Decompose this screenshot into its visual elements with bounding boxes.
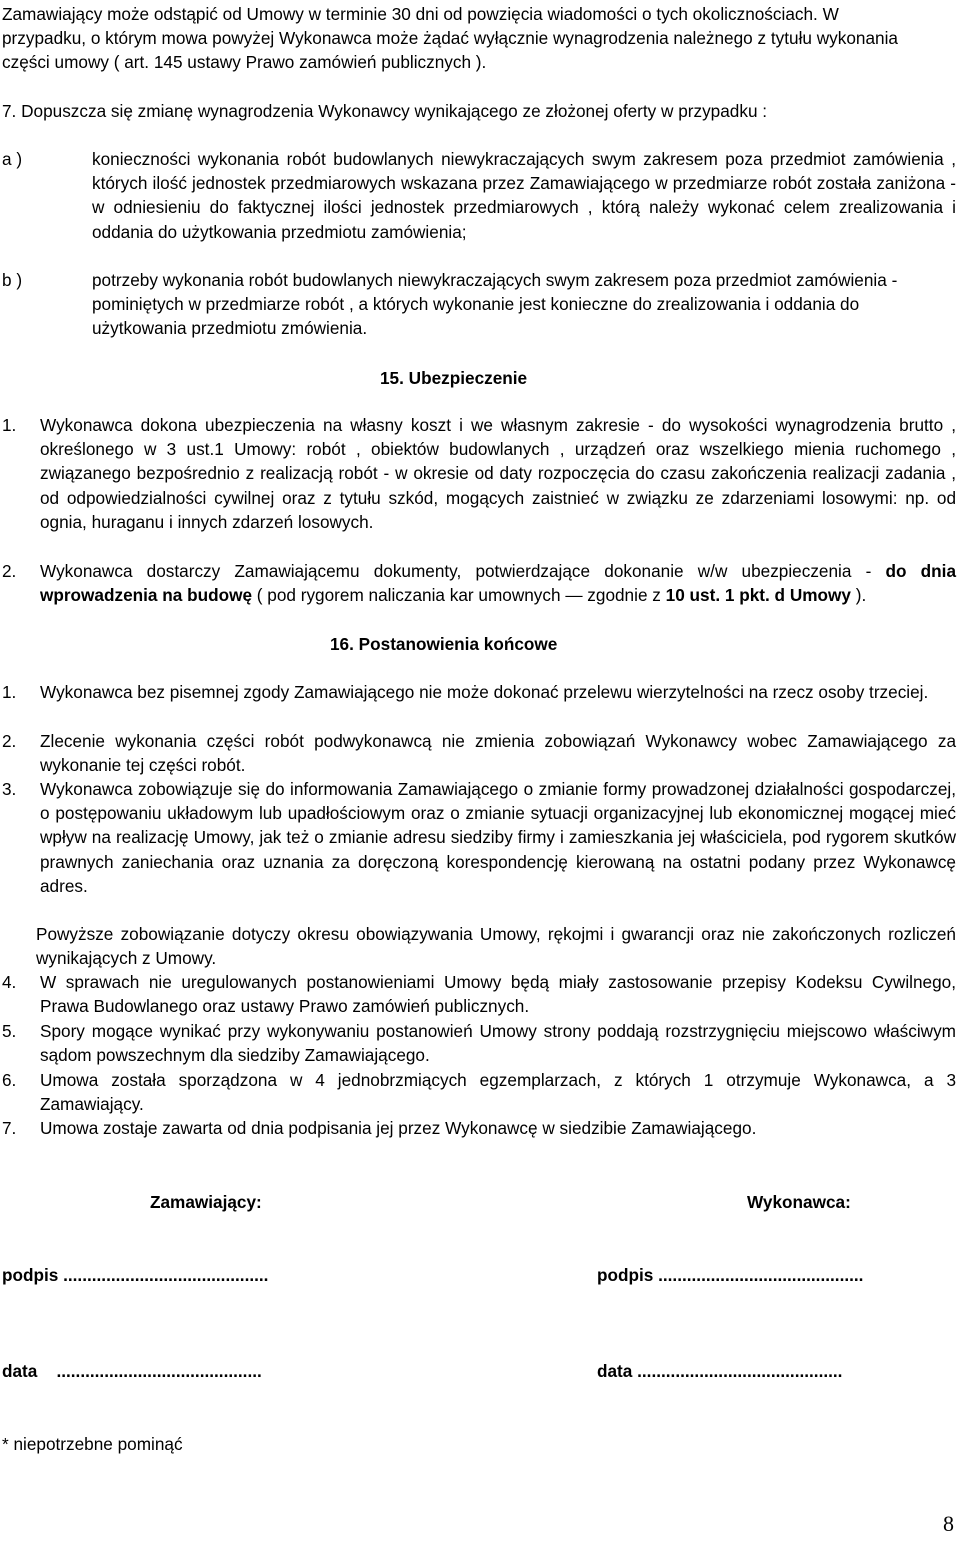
item-number: 4. [2,972,17,992]
item-number: 1. [2,415,17,435]
item-text: Wykonawca zobowiązuje się do informowania Zamawiającego o zmianie formy prowadzonej działalności gospodarczej, o postępowaniu układowym lub upadłościowym oraz o zmianie sytuacji organizacyjnej lub ekonomicznej mogącej mieć wpływ na realizację Umowy, jak też o zmianie adresu siedziby firmy i zamieszkania jej właściciela, pod rygorem skutków prawnych zaniechania oraz uznania za doręczoną korespondencję kierowaną na ostatni podany przez Wykonawcę adres. [40,779,956,896]
item-text: Wykonawca bez pisemnej zgody Zamawiającego nie może dokonać przelewu wierzytelności na rzecz osoby trzeciej. [40,682,929,702]
item-number: 2. [2,731,17,751]
point-7 [0,99,960,123]
item-text: Umowa została sporządzona w 4 jednobrzmiących egzemplarzach, z których 1 otrzymuje Wykonawca, a 3 Zamawiający. [40,1070,956,1115]
section-16-heading: 16. Postanowienia końcowe [330,634,558,654]
contractor-signature-title: Wykonawca: [747,1192,851,1212]
section-15-item-2 [0,559,960,607]
item-b-text: potrzeby wykonania robót budowlanych niewykraczających swym zakresem poza przedmiot zamówienia - pominiętych w przedmiarze robót , a których wykonanie jest konieczne do zrealizowania i oddania do użytkowania przedmiotu zmówienia. [92,270,898,339]
withdrawal-text: Zamawiający może odstąpić od Umowy w terminie 30 dni od powzięcia wiadomości o tych okolicznościach. W przypadku, o którym mowa powyżej Wykonawca może żądać wyłącznie wynagrodzenia należnego z tytułu wykonania części umowy ( art. 145 ustawy Prawo zamówień publicznych ). [2,4,898,73]
item-text: Spory mogące wynikać przy wykonywaniu postanowień Umowy strony poddają rozstrzygnięciu miejscowo właściwym sądom powszechnym dla siedziby Zamawiającego. [40,1021,956,1066]
orderer-signature-line: podpis ........................................... [2,1265,269,1285]
section-16-item-2 [0,729,960,777]
section-15-heading: 15. Ubezpieczenie [380,368,528,388]
item-text: Umowa zostaje zawarta od dnia podpisania jej przez Wykonawcę w siedzibie Zamawiającego. [40,1118,757,1138]
point-7-a [0,147,960,244]
footnote: * niepotrzebne pominąć [2,1434,183,1454]
item-text: Zlecenie wykonania części robót podwykonawcą nie zmienia zobowiązań Wykonawcy wobec Zamawiającego za wykonanie tej części robót. [40,731,956,776]
item-text: Wykonawca dokona ubezpieczenia na własny koszt i we własnym zakresie - do wysokości wynagrodzenia brutto , określonego w 3 ust.1 Umowy: robót , obiektów budowlanych , urządzeń oraz wszelkiego mienia ruchomego , związanego bezpośrednio z realizacją robót - w okresie od daty rozpoczęcia do czasu zakończenia realizacji zadania , od odpowiedzialności cywilnej oraz z tytułu szkód, mogących zaistnieć w związku ze zdarzeniami losowymi: np. od ognia, huraganu i innych zdarzeń losowych. [40,415,956,532]
section-15-item-1 [0,413,960,534]
section-16-item-6 [0,1068,960,1116]
item-text: Wykonawca dostarczy Zamawiającemu dokumenty, potwierdzające dokonanie w/w ubezpieczenia - do dnia wprowadzenia na budowę ( pod rygorem naliczania kar umownych — zgodnie z 10 ust. 1 pkt. d Umowy ). [40,561,957,606]
contractor-signature-line: podpis ........................................... [597,1265,864,1285]
item-a-label: a ) [2,149,23,169]
item-number: 3. [2,779,17,799]
item-number: 5. [2,1021,17,1041]
item-b-label: b ) [2,270,23,290]
orderer-date-line: data ........................................... [2,1361,262,1381]
item-number: 6. [2,1070,17,1090]
section-16-item-3-note [0,922,960,970]
contractor-date-line: data ........................................... [597,1361,843,1381]
section-16-item-1 [0,680,960,704]
point-7-b [0,268,960,341]
page-number: 8 [943,1511,954,1536]
item-number: 2. [2,561,17,581]
intro-paragraph [0,2,960,75]
section-16-item-5 [0,1019,960,1067]
item-text: W sprawach nie uregulowanych postanowieniami Umowy będą miały zastosowanie przepisy Kodeksu Cywilnego, Prawa Budowlanego oraz ustawy Prawo zamówień publicznych. [40,972,956,1017]
section-16-item-3 [0,777,960,898]
item-3-note: Powyższe zobowiązanie dotyczy okresu obowiązywania Umowy, rękojmi i gwarancji oraz nie zakończonych rozliczeń wynikających z Umowy. [36,924,956,969]
section-16-item-4 [0,970,960,1018]
item-number: 7. [2,1118,17,1138]
point-7-text: 7. Dopuszcza się zmianę wynagrodzenia Wykonawcy wynikającego ze złożonej oferty w przypadku : [2,101,768,121]
item-number: 1. [2,682,17,702]
item-a-text: konieczności wykonania robót budowlanych niewykraczających swym zakresem poza przedmiot zamówienia , których ilość jednostek przedmiarowych wskazana przez Zamawiającego w przedmiarze robót została zaniżona - w odniesieniu do faktycznej ilości jednostek przedmiarowych , którą należy wykonać celem zrealizowania i oddania do użytkowania przedmiotu zamówienia; [92,149,956,242]
orderer-signature-title: Zamawiający: [150,1192,262,1212]
section-16-item-7 [0,1116,960,1140]
